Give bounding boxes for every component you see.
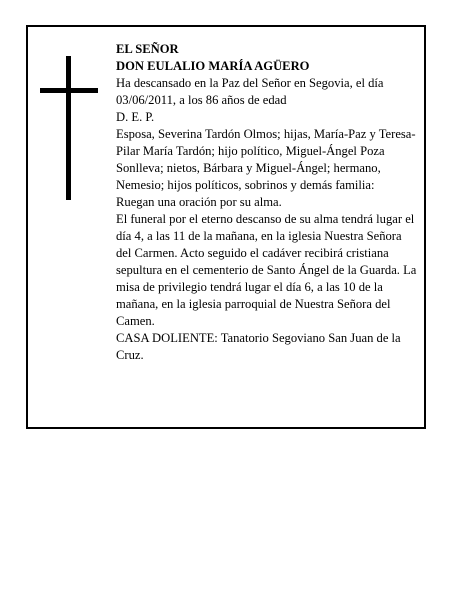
obituary-text bbox=[116, 41, 418, 364]
deceased-name: DON EULALIO MARÍA AGÜERO bbox=[116, 59, 310, 73]
mourning-house: CASA DOLIENTE: Tanatorio Segoviano San Juan de la Cruz. bbox=[116, 331, 401, 362]
title-line-1: EL SEÑOR bbox=[116, 42, 179, 56]
rip-text: D. E. P. bbox=[116, 110, 155, 124]
prayer-request: Ruegan una oración por su alma. bbox=[116, 195, 282, 209]
family-list: Esposa, Severina Tardón Olmos; hijas, María-Paz y Teresa-Pilar María Tardón; hijo político, Miguel-Ángel Poza Sonlleva; nietos, Bárbara y Miguel-Ángel; hermano, Nemesio; hijos políticos, sobrinos y demás familia: bbox=[116, 127, 416, 192]
cross-vertical-bar bbox=[66, 56, 71, 200]
obituary-notice bbox=[26, 25, 426, 429]
funeral-details: El funeral por el eterno descanso de su alma tendrá lugar el día 4, a las 11 de la mañana, en la iglesia Nuestra Señora del Carmen. Acto seguido el cadáver recibirá cristiana sepultura en el cementerio de Santo Ángel de la Guarda. La misa de privilegio tendrá lugar el día 6, a las 10 de la mañana, en la iglesia parroquial de Nuestra Señora del Camen. bbox=[116, 212, 417, 328]
cross-icon bbox=[40, 56, 100, 200]
death-info: Ha descansado en la Paz del Señor en Segovia, el día 03/06/2011, a los 86 años de edad bbox=[116, 76, 384, 107]
cross-horizontal-bar bbox=[40, 88, 98, 93]
